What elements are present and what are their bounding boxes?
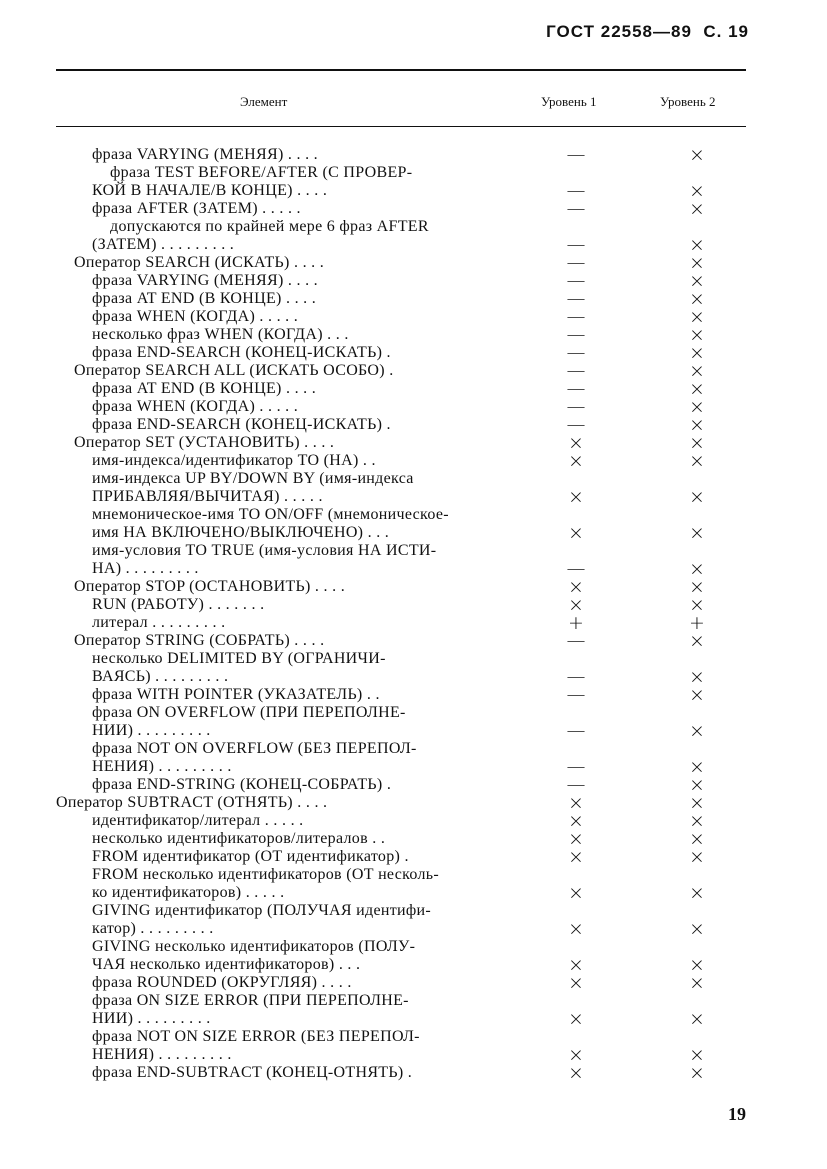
level-2-mark: × <box>689 486 705 508</box>
row-text: Оператор SEARCH (ИСКАТЬ) . . . . <box>74 254 325 271</box>
level-2-mark: × <box>689 360 705 382</box>
level-2-mark: × <box>689 342 705 364</box>
level-1-mark: × <box>568 918 584 940</box>
level-1-mark: × <box>568 1062 584 1084</box>
table-row <box>0 650 827 686</box>
level-1-mark: — <box>566 774 586 796</box>
level-2-mark: × <box>689 972 705 994</box>
level-2-mark: × <box>689 756 705 778</box>
table-row <box>0 740 827 776</box>
row-text: фраза END-SEARCH (КОНЕЦ-ИСКАТЬ) . <box>92 344 391 361</box>
row-text: НА) . . . . . . . . . <box>92 560 199 577</box>
row-text: НЕНИЯ) . . . . . . . . . <box>92 1046 232 1063</box>
level-1-mark: — <box>566 252 586 274</box>
row-text: фраза VARYING (МЕНЯЯ) . . . . <box>92 146 318 163</box>
row-text: ПРИБАВЛЯЯ/ВЫЧИТАЯ) . . . . . <box>92 488 323 505</box>
level-2-mark: × <box>689 720 705 742</box>
header-rule <box>56 126 746 127</box>
row-text: фраза END-SEARCH (КОНЕЦ-ИСКАТЬ) . <box>92 416 391 433</box>
level-2-mark: × <box>689 522 705 544</box>
level-2-mark: × <box>689 270 705 292</box>
level-1-mark: — <box>566 630 586 652</box>
level-2-mark: × <box>689 198 705 220</box>
table-row <box>0 704 827 740</box>
level-1-mark: — <box>566 288 586 310</box>
row-text: фраза NOT ON OVERFLOW (БЕЗ ПЕРЕПОЛ- <box>92 740 417 757</box>
level-1-mark: × <box>568 882 584 904</box>
row-text: фраза END-SUBTRACT (КОНЕЦ-ОТНЯТЬ) . <box>92 1064 413 1081</box>
level-2-mark: × <box>689 954 705 976</box>
level-2-mark: × <box>689 252 705 274</box>
level-1-mark: — <box>566 180 586 202</box>
row-text: имя-индекса/идентификатор ТО (НА) . . <box>92 452 376 469</box>
table-row <box>0 992 827 1028</box>
table-row <box>0 686 827 704</box>
level-2-mark: × <box>689 1062 705 1084</box>
table-row <box>0 218 827 254</box>
level-2-mark: × <box>689 630 705 652</box>
table-row <box>0 938 827 974</box>
row-text: имя-индекса UP BY/DOWN BY (имя-индекса <box>92 470 414 487</box>
level-1-mark: — <box>566 270 586 292</box>
level-1-mark: × <box>568 486 584 508</box>
table-row <box>0 164 827 200</box>
page-number: 19 <box>728 1104 746 1124</box>
level-1-mark: × <box>568 972 584 994</box>
level-2-mark: × <box>689 414 705 436</box>
level-1-mark: × <box>568 522 584 544</box>
row-text: фраза WITH POINTER (УКАЗАТЕЛЬ) . . <box>92 686 380 703</box>
row-text: несколько DELIMITED BY (ОГРАНИЧИ- <box>92 650 386 667</box>
level-1-mark: × <box>568 828 584 850</box>
row-text: фраза ON OVERFLOW (ПРИ ПЕРЕПОЛНЕ- <box>92 704 406 721</box>
row-text: фраза AFTER (ЗАТЕМ) . . . . . <box>92 200 301 217</box>
level-1-mark: × <box>568 954 584 976</box>
level-2-mark: × <box>689 396 705 418</box>
level-1-mark: — <box>566 342 586 364</box>
level-1-mark: × <box>568 810 584 832</box>
row-text: КОЙ В НАЧАЛЕ/В КОНЦЕ) . . . . <box>92 182 328 199</box>
level-1-mark: — <box>566 720 586 742</box>
level-2-mark: × <box>689 774 705 796</box>
row-text: Оператор STRING (СОБРАТЬ) . . . . <box>74 632 325 649</box>
level-2-mark: × <box>689 144 705 166</box>
row-text: Оператор SEARCH ALL (ИСКАТЬ ОСОБО) . <box>74 362 394 379</box>
level-1-mark: — <box>566 144 586 166</box>
row-text: литерал . . . . . . . . . <box>92 614 226 631</box>
row-text: FROM идентификатор (ОТ идентификатор) . <box>92 848 409 865</box>
level-1-mark: — <box>566 684 586 706</box>
level-1-mark: — <box>566 414 586 436</box>
row-text: ВАЯСЬ) . . . . . . . . . <box>92 668 229 685</box>
level-2-mark: × <box>689 828 705 850</box>
level-1-mark: × <box>568 576 584 598</box>
top-rule <box>56 69 746 71</box>
row-text: несколько идентификаторов/литералов . . <box>92 830 386 847</box>
level-2-mark: × <box>689 180 705 202</box>
level-1-mark: — <box>566 396 586 418</box>
row-text: фраза WHEN (КОГДА) . . . . . <box>92 398 299 415</box>
level-2-mark: × <box>689 450 705 472</box>
row-text: FROM несколько идентификаторов (ОТ несколь- <box>92 866 439 883</box>
row-text: (ЗАТЕМ) . . . . . . . . . <box>92 236 235 253</box>
row-text: фраза VARYING (МЕНЯЯ) . . . . <box>92 272 318 289</box>
table-row <box>0 848 827 866</box>
column-header-element: Элемент <box>240 94 288 109</box>
row-text: идентификатор/литерал . . . . . <box>92 812 304 829</box>
table-row <box>0 1064 827 1082</box>
level-2-mark: × <box>689 324 705 346</box>
level-2-mark: × <box>689 234 705 256</box>
level-1-mark: × <box>568 1044 584 1066</box>
row-text: фраза ROUNDED (ОКРУГЛЯЯ) . . . . <box>92 974 352 991</box>
row-text: Оператор SET (УСТАНОВИТЬ) . . . . <box>74 434 335 451</box>
row-text: имя-условия ТО TRUE (имя-условия НА ИСТИ- <box>92 542 437 559</box>
level-1-mark: — <box>566 666 586 688</box>
row-text: допускаются по крайней мере 6 фраз AFTER <box>110 218 429 235</box>
level-1-mark: — <box>566 324 586 346</box>
row-text: фраза END-STRING (КОНЕЦ-СОБРАТЬ) . <box>92 776 392 793</box>
table-row <box>0 470 827 506</box>
table-row <box>0 974 827 992</box>
table-row <box>0 452 827 470</box>
level-1-mark: — <box>566 234 586 256</box>
level-2-mark: + <box>689 612 705 634</box>
row-text: ЧАЯ несколько идентификаторов) . . . <box>92 956 361 973</box>
row-text: НИИ) . . . . . . . . . <box>92 722 211 739</box>
level-2-mark: × <box>689 846 705 868</box>
table-row <box>0 542 827 578</box>
level-1-mark: × <box>568 1008 584 1030</box>
row-text: фраза WHEN (КОГДА) . . . . . <box>92 308 299 325</box>
row-text: имя НА ВКЛЮЧЕНО/ВЫКЛЮЧЕНО) . . . <box>92 524 390 541</box>
level-2-mark: × <box>689 576 705 598</box>
table-row <box>0 200 827 218</box>
level-2-mark: × <box>689 378 705 400</box>
row-text: фраза NOT ON SIZE ERROR (БЕЗ ПЕРЕПОЛ- <box>92 1028 420 1045</box>
column-header-level-2: Уровень 2 <box>660 94 716 109</box>
level-2-mark: × <box>689 810 705 832</box>
level-1-mark: — <box>566 198 586 220</box>
table-row <box>0 1028 827 1064</box>
level-2-mark: × <box>689 882 705 904</box>
level-2-mark: × <box>689 594 705 616</box>
row-text: Оператор SUBTRACT (ОТНЯТЬ) . . . . <box>56 794 328 811</box>
level-1-mark: — <box>566 756 586 778</box>
table-row <box>0 146 827 164</box>
level-2-mark: × <box>689 288 705 310</box>
table-row <box>0 902 827 938</box>
row-text: НЕНИЯ) . . . . . . . . . <box>92 758 232 775</box>
level-2-mark: × <box>689 432 705 454</box>
row-text: GIVING идентификатор (ПОЛУЧАЯ идентифи- <box>92 902 432 919</box>
level-2-mark: × <box>689 918 705 940</box>
row-text: фраза AT END (В КОНЦЕ) . . . . <box>92 380 317 397</box>
level-1-mark: × <box>568 594 584 616</box>
row-text: мнемоническое-имя ТО ON/OFF (мнемоническое- <box>92 506 449 523</box>
level-1-mark: — <box>566 378 586 400</box>
row-text: несколько фраз WHEN (КОГДА) . . . <box>92 326 349 343</box>
row-text: фраза ON SIZE ERROR (ПРИ ПЕРЕПОЛНЕ- <box>92 992 409 1009</box>
level-2-mark: × <box>689 792 705 814</box>
row-text: ко идентификаторов) . . . . . <box>92 884 285 901</box>
level-2-mark: × <box>689 306 705 328</box>
level-1-mark: — <box>566 360 586 382</box>
level-1-mark: × <box>568 846 584 868</box>
level-2-mark: × <box>689 684 705 706</box>
level-2-mark: × <box>689 1008 705 1030</box>
level-1-mark: × <box>568 432 584 454</box>
row-text: фраза AT END (В КОНЦЕ) . . . . <box>92 290 317 307</box>
row-text: фраза TEST BEFORE/AFTER (С ПРОВЕР- <box>110 164 413 181</box>
level-2-mark: × <box>689 666 705 688</box>
level-2-mark: × <box>689 558 705 580</box>
row-text: Оператор STOP (ОСТАНОВИТЬ) . . . . <box>74 578 346 595</box>
row-text: RUN (РАБОТУ) . . . . . . . <box>92 596 265 613</box>
row-text: НИИ) . . . . . . . . . <box>92 1010 211 1027</box>
page-header: ГОСТ 22558—89 С. 19 <box>546 22 749 41</box>
level-2-mark: × <box>689 1044 705 1066</box>
level-1-mark: + <box>568 612 584 634</box>
level-1-mark: — <box>566 306 586 328</box>
table-row <box>0 506 827 542</box>
row-text: GIVING несколько идентификаторов (ПОЛУ- <box>92 938 416 955</box>
level-1-mark: × <box>568 450 584 472</box>
column-header-level-1: Уровень 1 <box>541 94 597 109</box>
level-1-mark: × <box>568 792 584 814</box>
table-row <box>0 866 827 902</box>
level-1-mark: — <box>566 558 586 580</box>
table-row <box>0 632 827 650</box>
row-text: катор) . . . . . . . . . <box>92 920 214 937</box>
